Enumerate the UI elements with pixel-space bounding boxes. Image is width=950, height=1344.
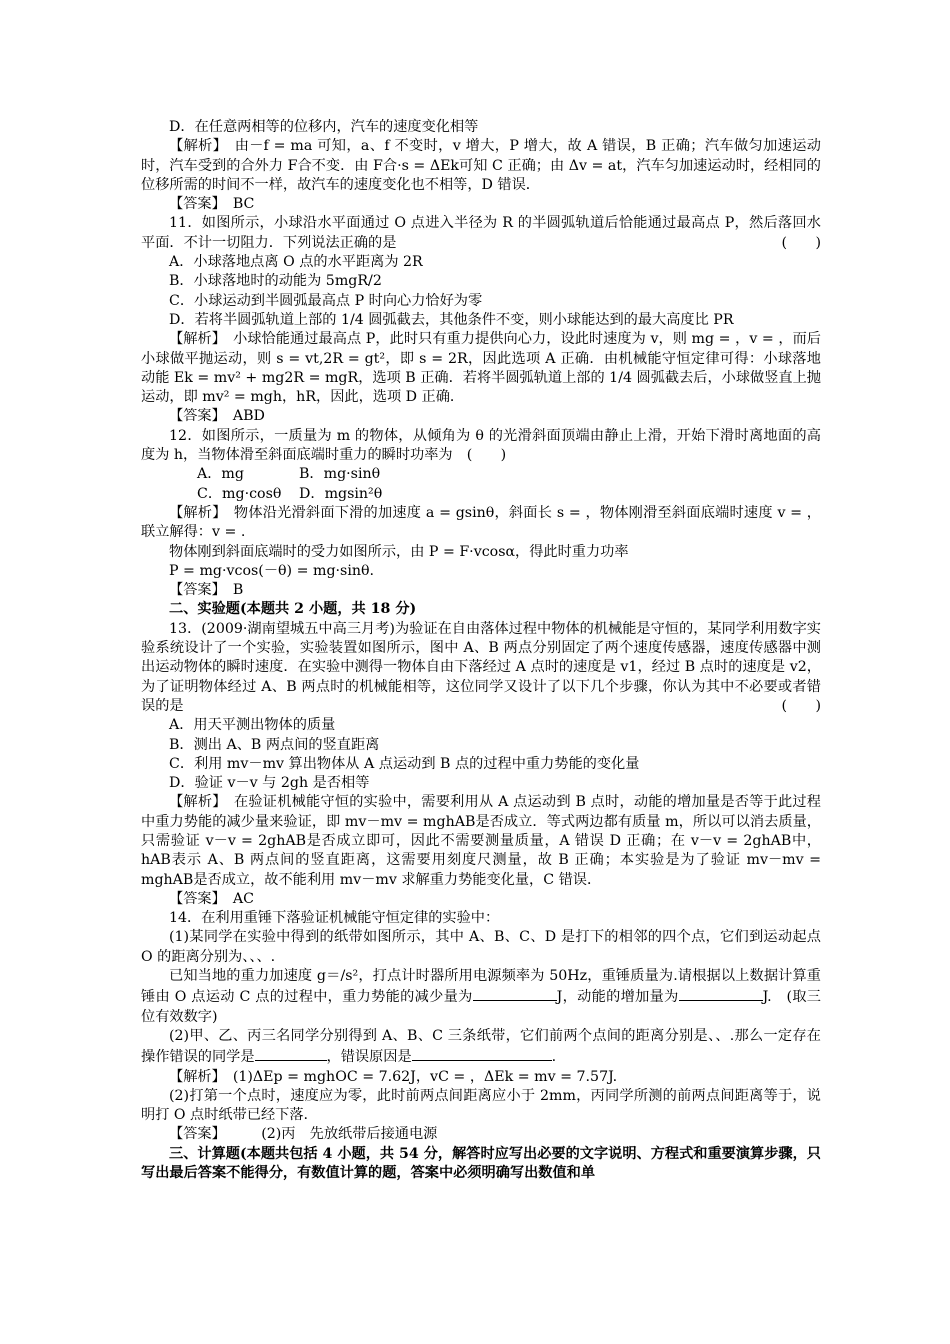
option-d-prev: D．在任意两相等的位移内，汽车的速度变化相等	[169, 119, 479, 135]
answer-bracket-11: ( )	[781, 234, 821, 251]
option-11-d: D．若将半圆弧轨道上部的 1/4 圆弧截去，其他条件不变，则小球能达到的最大高度比 PR	[169, 311, 734, 328]
option-13-d: D．验证 v－v 与 2gh 是否相等	[169, 775, 370, 792]
question-14-part1: (1)某同学在实验中得到的纸带如图所示，其中 A、B、C、D 是打下的相邻的四个点，它们到运动起点 O 的距离分别为、、、.	[141, 929, 821, 965]
analysis-12: 【解析】 物体沿光滑斜面下滑的加速度 a = gsinθ，斜面长 s = ，物体刚滑至斜面底端时速度 v = ，联立解得：v = .	[141, 504, 821, 541]
answer-14: 【答案】 (2)丙 先放纸带后接通电源	[169, 1126, 438, 1143]
question-14-part2: (2)甲、乙、丙三名同学分别得到 A、B、C 三条纸带，它们前两个点间的距离分别是、、.那么一定存在操作错误的同学是 ，错误原因是 .	[141, 1027, 821, 1066]
section-calculation-title: 三、计算题(本题共包括 4 小题，共 54 分，解答时应写出必要的文字说明、方程式和重要演算步骤，只写出最后答案不能得分，有数值计算的题，答案中必须明确写出数值和单	[141, 1145, 821, 1182]
blank-potential-energy[interactable]	[473, 986, 557, 1001]
option-11-a: A．小球落地点离 O 点的水平距离为 2R	[169, 254, 423, 271]
options-12-cd	[141, 485, 821, 504]
answer-13: 【答案】 AC	[169, 890, 254, 907]
analysis-12-force: 物体刚到斜面底端时的受力如图所示，由 P = F·vcosα，得此时重力功率	[169, 543, 629, 560]
option-12-b: B．mg·sinθ	[299, 466, 381, 483]
blank-kinetic-energy[interactable]	[679, 986, 763, 1001]
option-12-c: C．mg·cosθ	[197, 485, 282, 502]
option-13-b: B．测出 A、B 两点间的竖直距离	[169, 736, 380, 753]
option-12-a: A．mg	[197, 466, 244, 483]
question-11: 11．如图所示，小球沿水平面通过 O 点进入半径为 R 的半圆弧轨道后恰能通过最高点 P，然后落回水平面．不计一切阻力．下列说法正确的是 ( )	[141, 214, 821, 253]
options-12-ab	[141, 465, 821, 484]
question-13: 13．(2009·湖南望城五中高三月考)为验证在自由落体过程中物体的机械能是守恒的，某同学利用数字实验系统设计了一个实验，实验装置如图所示，图中 A、B 两点分别固定了两个速度传感器，速度传感器中测出运动物体的瞬时速度．在实验中测得一物体自由下落经过 A 点时的速度是 v1，经过 B 点时的速度是 v2，为了证明物体经过 A、B 两点时的机械能相等，这位同学又设计了以下几个步骤，你认为其中不必要或者错误的是 ( )	[141, 620, 821, 716]
answer-10: 【答案】 BC	[169, 196, 255, 213]
answer-12: 【答案】 B	[169, 582, 244, 599]
question-12: 12．如图所示，一质量为 m 的物体，从倾角为 θ 的光滑斜面顶端由静止上滑，开始下滑时离地面的高度为 h，当物体滑至斜面底端时重力的瞬时功率为 ( )	[141, 427, 821, 464]
analysis-14: 【解析】 (1)ΔEp = mghOC = 7.62J，vC = ，ΔEk = mv = 7.57J.	[169, 1068, 618, 1085]
option-13-c: C．利用 mv－mv 算出物体从 A 点运动到 B 点的过程中重力势能的变化量	[169, 755, 640, 772]
analysis-11: 【解析】 小球恰能通过最高点 P，此时只有重力提供向心力，设此时速度为 v，则 mg = ，v = ，而后小球做平抛运动，则 s = vt,2R = gt²，即 s = 2R，因此选项 A 正确．由机械能守恒定律可得：小球落地动能 Ek = mv² + mg2R = mgR，选项 B 正确．若将半圆弧轨道上部的 1/4 圆弧截去后，小球做竖直上抛运动，即 mv² = mgh，hR，因此，选项 D 正确．	[141, 331, 821, 406]
question-14-part1-data: 已知当地的重力加速度 g＝/s²，打点计时器所用电源频率为 50Hz，重锤质量为.请根据以上数据计算重锤由 O 点运动 C 点的过程中，重力势能的减少量为 J，动能的增加量为 J. (取三位有效数字)	[141, 968, 821, 1025]
question-14: 14．在利用重锤下落验证机械能守恒定律的实验中：	[169, 910, 500, 927]
document-page	[141, 118, 821, 1183]
analysis-14-part2: (2)打第一个点时，速度应为零，此时前两点间距离应小于 2mm，丙同学所测的前两点间距离等于，说明打 O 点时纸带已经下落.	[141, 1087, 821, 1124]
analysis-10: 【解析】 由－f = ma 可知，a、f 不变时，v 增大，P 增大，故 A 错误，B 正确；汽车做匀加速运动时，汽车受到的合外力 F合不变．由 F合·s = ΔEk可知 C 正确；由 Δv = at，汽车匀加速运动时，经相同的位移所需的时间不一样，故汽车的速度变化也不相等，D 错误．	[141, 138, 821, 193]
option-11-b: B．小球落地时的动能为 5mgR/2	[169, 273, 382, 290]
answer-bracket-13: ( )	[781, 697, 821, 714]
section-experiment-title: 二、实验题(本题共 2 小题，共 18 分)	[169, 601, 417, 618]
analysis-12-power: P = mg·vcos(－θ) = mg·sinθ.	[169, 562, 375, 579]
analysis-13: 【解析】 在验证机械能守恒的实验中，需要利用从 A 点运动到 B 点时，动能的增加量是否等于此过程中重力势能的减少量来验证，即 mv－mv = mghAB是否成立．等式两边都有质量 m，所以可以消去质量，只需验证 v－v = 2ghAB是否成立即可，因此不需要测量质量，A 错误 D 正确；在 v－v = 2ghAB中，hAB表示 A、B 两点间的竖直距离，这需要用刻度尺测量，故 B 正确；本实验是为了验证 mv－mv = mghAB是否成立，故不能利用 mv－mv 求解重力势能变化量，C 错误．	[141, 794, 821, 888]
option-12-d: D．mgsin²θ	[299, 485, 383, 502]
option-13-a: A．用天平测出物体的质量	[169, 717, 336, 734]
blank-wrong-student[interactable]	[255, 1046, 327, 1061]
option-11-c: C．小球运动到半圆弧最高点 P 时向心力恰好为零	[169, 292, 483, 309]
blank-error-reason[interactable]	[412, 1046, 552, 1061]
answer-11: 【答案】 ABD	[169, 408, 265, 425]
